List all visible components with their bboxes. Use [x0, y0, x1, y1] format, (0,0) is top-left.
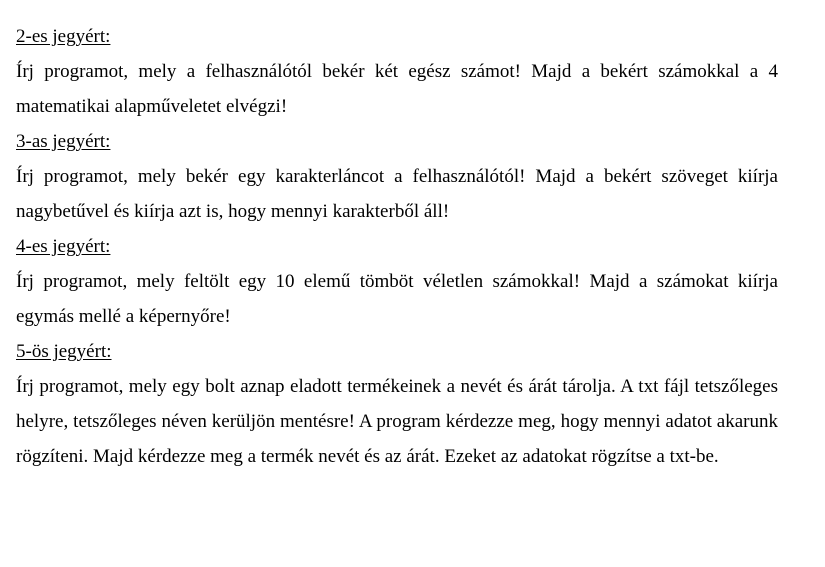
section-grade-4 [16, 229, 778, 334]
task-text: Írj programot, mely a felhasználótól bekér két egész számot! Majd a bekért számokkal a 4 matematikai alapműveletet elvégzi! [16, 61, 778, 117]
document-page [16, 19, 778, 474]
grade-heading: 4-es jegyért: [16, 236, 111, 257]
section-grade-5 [16, 334, 778, 474]
grade-heading: 5-ös jegyért: [16, 341, 112, 362]
task-text: Írj programot, mely feltölt egy 10 elemű tömböt véletlen számokkal! Majd a számokat kiírja egymás mellé a képernyőre! [16, 271, 778, 327]
section-grade-2 [16, 19, 778, 124]
task-text: Írj programot, mely egy bolt aznap eladott termékeinek a nevét és árát tárolja. A txt fájl tetszőleges helyre, tetszőleges néven kerüljön mentésre! A program kérdezze meg, hogy mennyi adatot akarunk rögzíteni. Majd kérdezze meg a termék nevét és az árát. Ezeket az adatokat rögzítse a txt-be. [16, 376, 778, 467]
grade-heading: 2-es jegyért: [16, 26, 111, 47]
grade-heading: 3-as jegyért: [16, 131, 111, 152]
task-text: Írj programot, mely bekér egy karakterláncot a felhasználótól! Majd a bekért szöveget kiírja nagybetűvel és kiírja azt is, hogy mennyi karakterből áll! [16, 166, 778, 222]
section-grade-3 [16, 124, 778, 229]
